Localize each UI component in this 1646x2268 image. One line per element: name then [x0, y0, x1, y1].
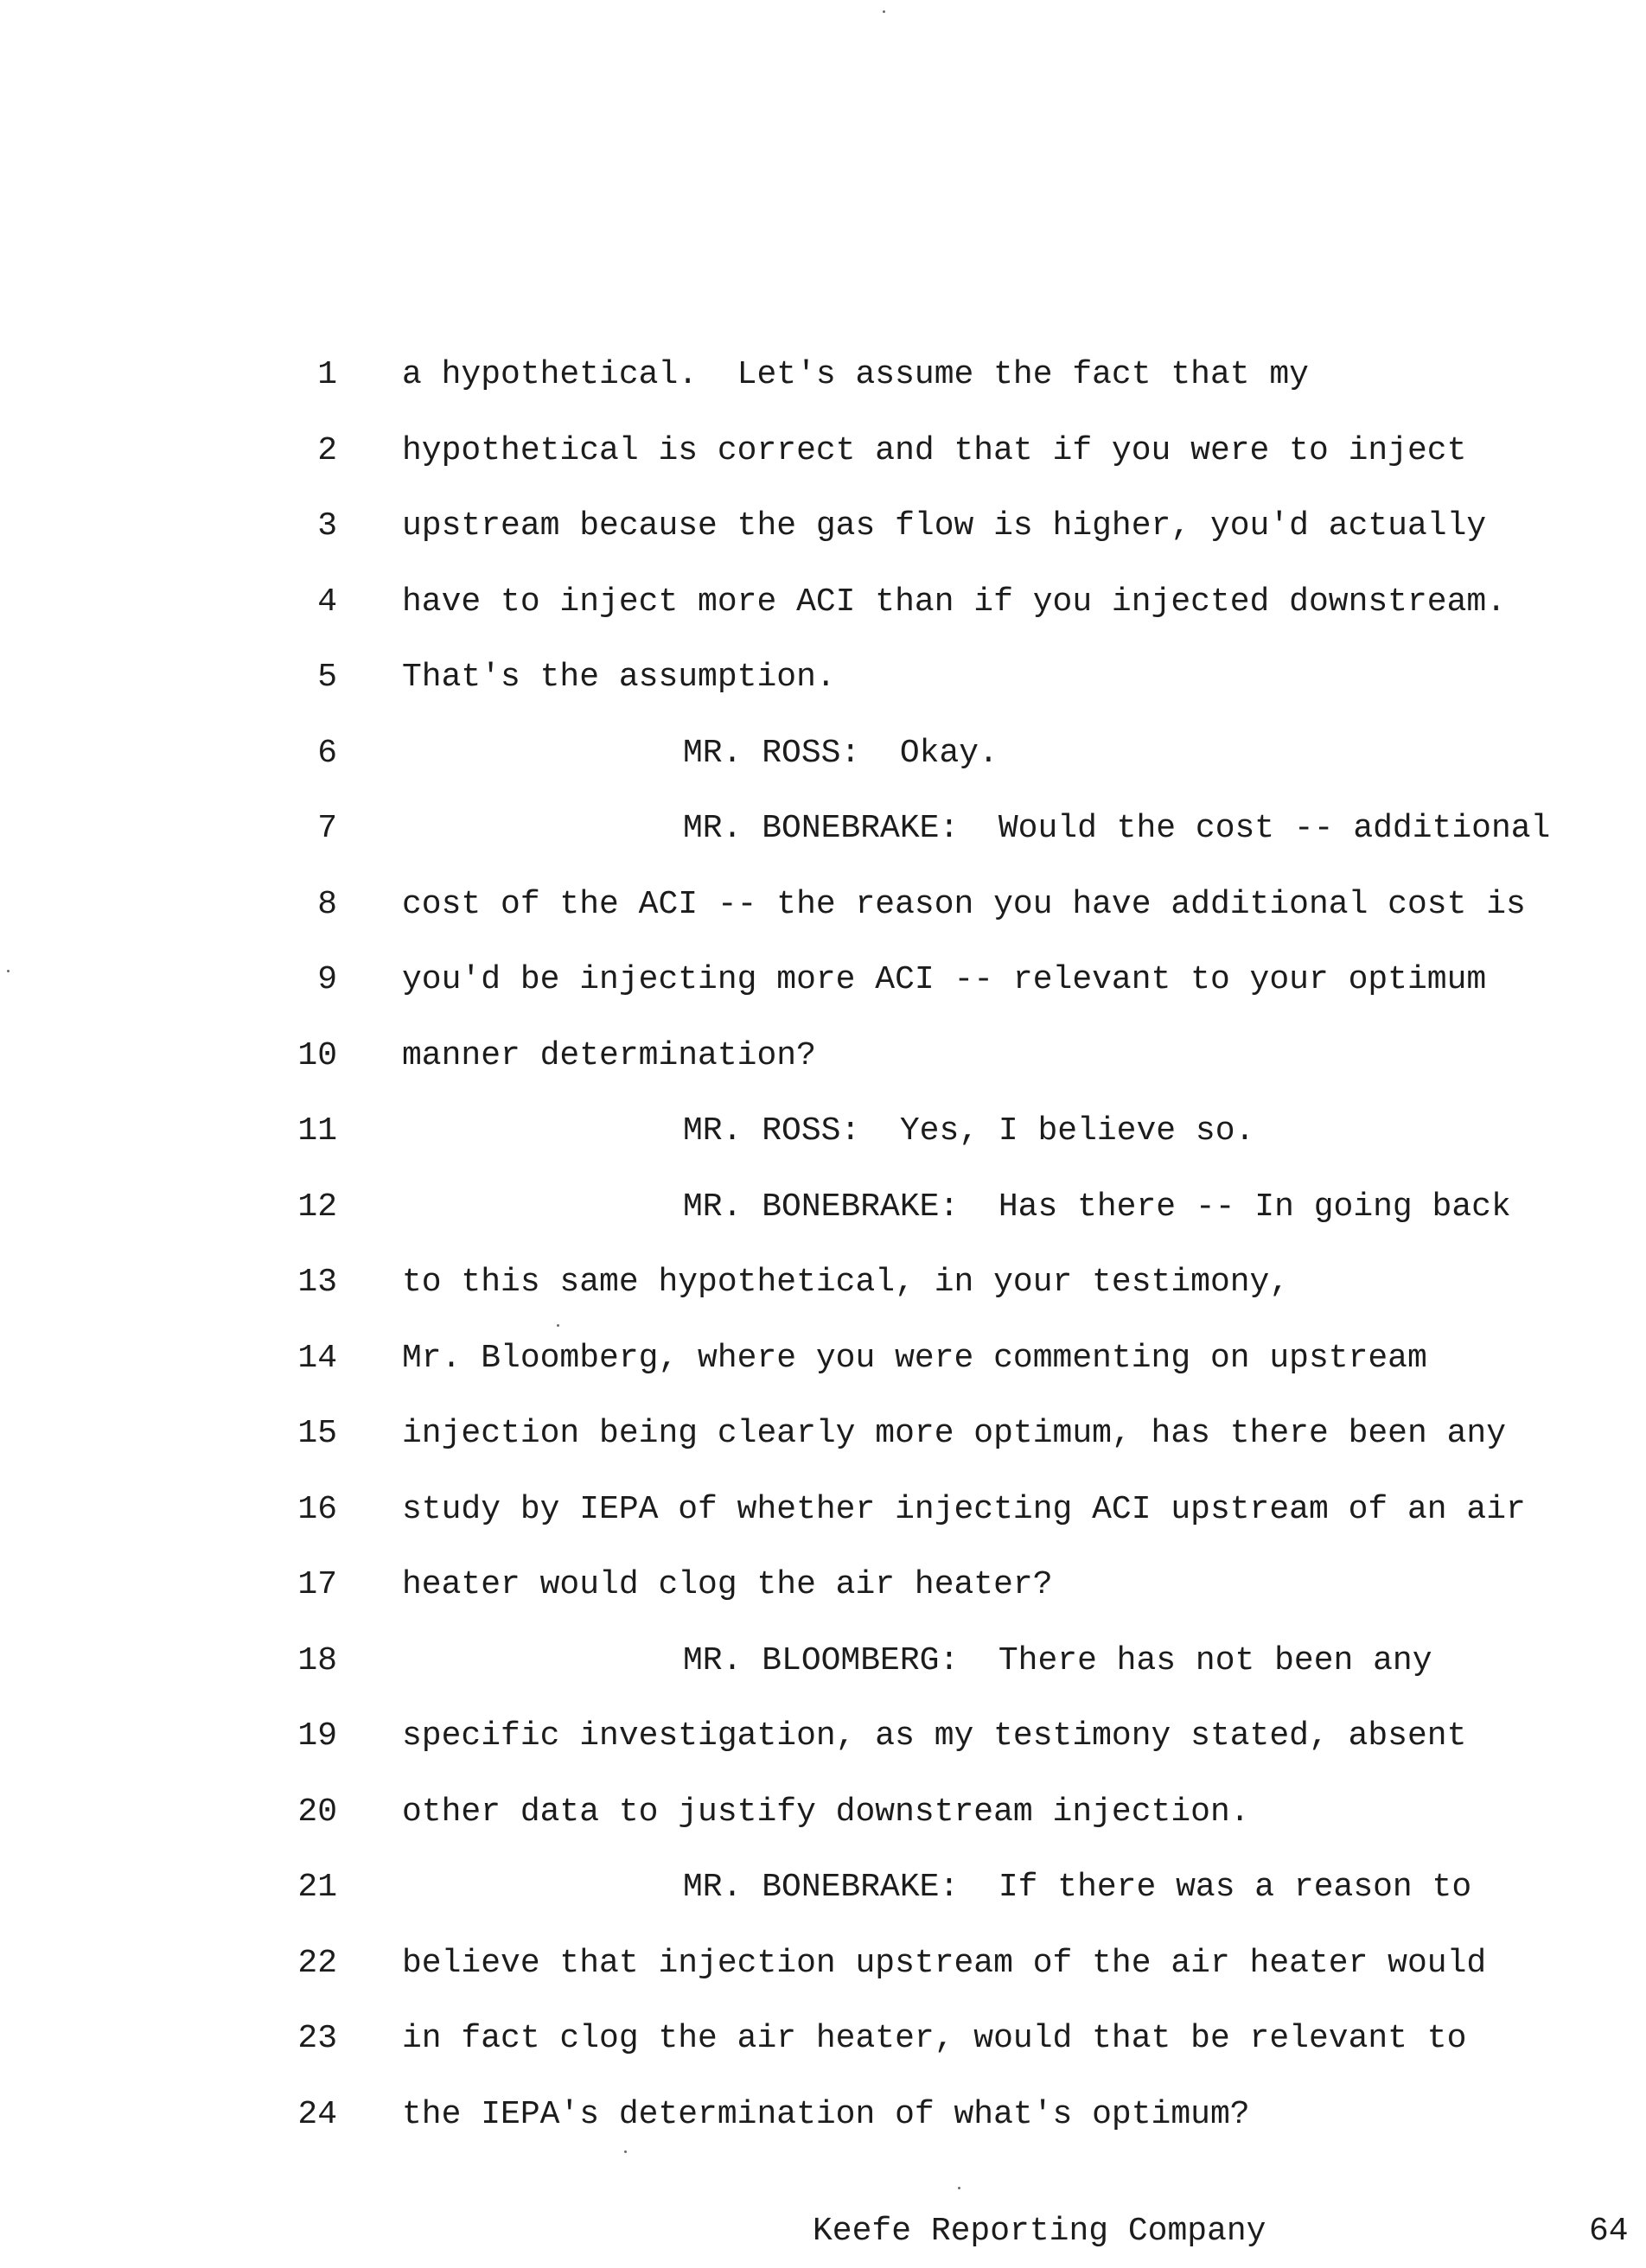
speaker-line-text: MR. BONEBRAKE: Has there -- In going back [683, 1188, 1511, 1226]
line-number: 11 [297, 1112, 337, 1150]
line-number: 7 [317, 810, 337, 847]
speaker-line-text: MR. ROSS: Okay. [683, 734, 998, 772]
transcript-line [0, 1862, 1646, 1938]
scan-speck [958, 2187, 960, 2189]
line-number: 10 [297, 1036, 337, 1074]
line-text: injection being clearly more optimum, has there been any [402, 1415, 1507, 1452]
line-text: a hypothetical. Let's assume the fact that my [402, 356, 1309, 393]
transcript-line [0, 1635, 1646, 1711]
line-text: manner determination? [402, 1036, 816, 1074]
transcript-line [0, 1559, 1646, 1635]
line-number: 19 [297, 1717, 337, 1755]
line-text: heater would clog the air heater? [402, 1566, 1053, 1603]
line-number: 14 [297, 1339, 337, 1377]
line-text: the IEPA's determination of what's optimum? [402, 2095, 1250, 2133]
line-number: 5 [317, 659, 337, 696]
line-number: 3 [317, 507, 337, 545]
transcript-line [0, 1408, 1646, 1484]
line-number: 4 [317, 583, 337, 621]
line-text: cost of the ACI -- the reason you have additional cost is [402, 885, 1526, 923]
transcript-line [0, 1105, 1646, 1182]
line-number: 1 [317, 356, 337, 393]
transcript-line [0, 1030, 1646, 1106]
line-number: 20 [297, 1793, 337, 1831]
transcript-line [0, 500, 1646, 577]
transcript-line [0, 2013, 1646, 2089]
transcript-line [0, 954, 1646, 1030]
line-text: study by IEPA of whether injecting ACI upstream of an air [402, 1490, 1526, 1528]
line-text: Mr. Bloomberg, where you were commenting on upstream [402, 1339, 1427, 1377]
transcript-line [0, 1484, 1646, 1560]
line-number: 21 [297, 1869, 337, 1906]
speaker-line-text: MR. BLOOMBERG: There has not been any [683, 1641, 1432, 1679]
line-number: 24 [297, 2095, 337, 2133]
speaker-line-text: MR. BONEBRAKE: Would the cost -- additional [683, 810, 1551, 847]
line-number: 9 [317, 961, 337, 998]
transcript-line [0, 577, 1646, 653]
line-text: believe that injection upstream of the air heater would [402, 1944, 1487, 1982]
line-text: upstream because the gas flow is higher, you'd actually [402, 507, 1487, 545]
line-text: have to inject more ACI than if you injected downstream. [402, 583, 1507, 621]
page-number: 64 [1589, 2213, 1629, 2250]
transcript-line [0, 728, 1646, 804]
line-number: 15 [297, 1415, 337, 1452]
line-text: specific investigation, as my testimony stated, absent [402, 1717, 1467, 1755]
transcript-body [0, 349, 1646, 2164]
transcript-line [0, 425, 1646, 501]
transcript-line [0, 1787, 1646, 1863]
transcript-line [0, 2089, 1646, 2165]
line-number: 13 [297, 1264, 337, 1301]
line-text: hypothetical is correct and that if you were to inject [402, 431, 1467, 469]
speaker-line-text: MR. BONEBRAKE: If there was a reason to [683, 1869, 1472, 1906]
line-text: in fact clog the air heater, would that be relevant to [402, 2020, 1467, 2057]
line-number: 22 [297, 1944, 337, 1982]
transcript-line [0, 803, 1646, 879]
line-text: to this same hypothetical, in your testimony, [402, 1264, 1290, 1301]
scan-speck [883, 10, 885, 13]
transcript-line [0, 879, 1646, 955]
transcript-line [0, 1257, 1646, 1333]
line-number: 2 [317, 431, 337, 469]
line-number: 18 [297, 1641, 337, 1679]
line-number: 8 [317, 885, 337, 923]
footer-company-name: Keefe Reporting Company [813, 2213, 1266, 2250]
line-number: 6 [317, 734, 337, 772]
line-text: other data to justify downstream injection. [402, 1793, 1250, 1831]
line-number: 12 [297, 1188, 337, 1226]
transcript-line [0, 1938, 1646, 2014]
transcript-line [0, 349, 1646, 425]
line-text: you'd be injecting more ACI -- relevant to your optimum [402, 961, 1487, 998]
line-text: That's the assumption. [402, 659, 836, 696]
line-number: 17 [297, 1566, 337, 1603]
transcript-line [0, 1182, 1646, 1258]
line-number: 23 [297, 2020, 337, 2057]
transcript-line [0, 652, 1646, 728]
transcript-line [0, 1333, 1646, 1409]
speaker-line-text: MR. ROSS: Yes, I believe so. [683, 1112, 1255, 1150]
line-number: 16 [297, 1490, 337, 1528]
transcript-line [0, 1711, 1646, 1787]
